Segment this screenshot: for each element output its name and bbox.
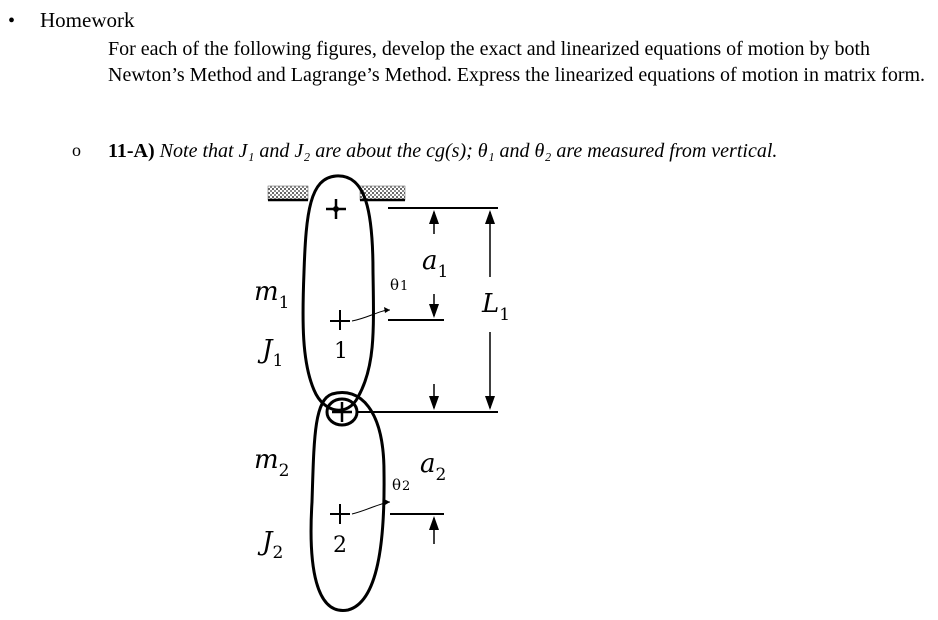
link-1-outline — [303, 176, 373, 410]
a2-label: $a_2$ — [420, 449, 447, 485]
ceiling-hatch — [268, 186, 308, 200]
theta-2-arrowhead — [384, 499, 390, 505]
sub-item-text: Note that J₁ and J₂ are about the cg(s); θ₁ and θ₂ are measured from vertical. — [159, 140, 778, 162]
problem-paragraph: For each of the following figures, develop the exact and linearized equations of motion by both Newton’s Method and Lagrange’s Method. Express the linearized equations of motion in matrix form. — [108, 38, 926, 86]
a1-arrowhead-up — [429, 210, 439, 224]
pivot-1-dot — [333, 206, 339, 212]
sub-item — [108, 140, 777, 163]
m1-label: $m_1$ — [254, 277, 290, 313]
L1-arrowhead-up — [485, 210, 495, 224]
theta-1-label: θ1 — [390, 276, 409, 294]
J2-label: $J_2$ — [262, 527, 284, 563]
sub-bullet-circle: o — [72, 140, 81, 160]
cg-1-label: 1 — [334, 339, 348, 364]
a2-arrowhead-up — [429, 516, 439, 530]
L1-label: $L_1$ — [482, 289, 511, 325]
a2-arrowhead-down — [429, 396, 439, 410]
ceiling-hatch — [360, 186, 405, 200]
theta-2-label: θ2 — [392, 476, 411, 494]
sub-item-label: 11-A) — [108, 140, 155, 162]
a1-label: $a_1$ — [422, 246, 449, 282]
bullet-dot: • — [8, 10, 16, 32]
cg-2-label: 2 — [333, 533, 347, 558]
J1-label: $J_1$ — [262, 335, 284, 371]
a1-arrowhead-down — [429, 304, 439, 318]
theta-1-arc — [352, 310, 390, 321]
L1-arrowhead-down — [485, 396, 495, 410]
m2-label: $m_2$ — [254, 445, 290, 481]
double-pendulum-figure — [240, 172, 540, 617]
section-heading: Homework — [40, 8, 135, 32]
theta-1-arrowhead — [384, 307, 390, 313]
